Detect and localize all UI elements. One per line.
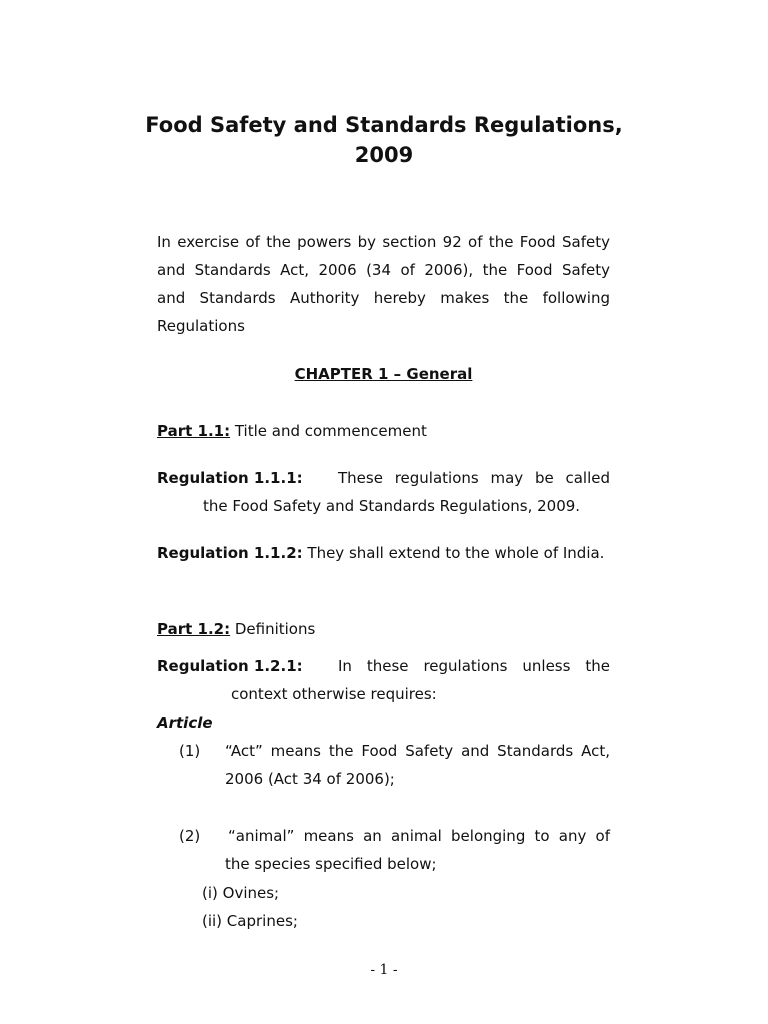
regulation-1-1-1 xyxy=(157,464,610,520)
article-item-1 xyxy=(179,737,610,793)
title-line-1: Food Safety and Standards Regulations, xyxy=(145,113,623,137)
regulation-text-line-1: These regulations may be called xyxy=(338,469,610,487)
regulation-text: They shall extend to the whole of India. xyxy=(302,544,605,562)
article-number: (2) xyxy=(179,827,201,845)
regulation-1-2-1 xyxy=(157,652,610,708)
part-label: Part 1.2: xyxy=(157,620,231,638)
intro-line-3: and Standards Authority hereby makes the following xyxy=(157,289,610,307)
intro-line-1: In exercise of the powers by section 92 of the Food Safety xyxy=(157,233,610,251)
article-number: (1) xyxy=(179,742,201,760)
intro-paragraph xyxy=(157,228,610,340)
article-text-line-2: the species specified below; xyxy=(225,855,437,873)
article-item-2 xyxy=(179,822,610,878)
part-label: Part 1.1: xyxy=(157,422,231,440)
intro-line-4: Regulations xyxy=(157,317,245,335)
part-title: Title and commencement xyxy=(230,422,427,440)
regulation-text-line-2: context otherwise requires: xyxy=(231,685,437,703)
title-line-2: 2009 xyxy=(354,143,414,167)
article-text-line-1: “animal” means an animal belonging to any of xyxy=(228,827,610,845)
sub-item-ovines: (i) Ovines; xyxy=(202,884,280,902)
page-number: - 1 - xyxy=(370,962,398,978)
part-heading-1-1 xyxy=(157,417,427,445)
article-text-line-1: “Act” means the Food Safety and Standards Act, xyxy=(225,742,610,760)
regulation-1-1-2 xyxy=(157,539,604,567)
chapter-heading: CHAPTER 1 – General xyxy=(294,365,473,383)
intro-line-2: and Standards Act, 2006 (34 of 2006), the Food Safety xyxy=(157,261,610,279)
sub-item-caprines: (ii) Caprines; xyxy=(202,912,298,930)
regulation-label: Regulation 1.1.1: xyxy=(157,469,303,487)
article-heading: Article xyxy=(157,714,213,732)
article-text-line-2: 2006 (Act 34 of 2006); xyxy=(225,770,395,788)
regulation-text-line-1: In these regulations unless the xyxy=(338,657,610,675)
regulation-label: Regulation 1.1.2: xyxy=(157,544,303,562)
part-heading-1-2 xyxy=(157,615,315,643)
regulation-label: Regulation 1.2.1: xyxy=(157,657,303,675)
regulation-text-line-2: the Food Safety and Standards Regulations, 2009. xyxy=(203,497,581,515)
part-title: Definitions xyxy=(230,620,316,638)
document-title xyxy=(120,110,648,170)
